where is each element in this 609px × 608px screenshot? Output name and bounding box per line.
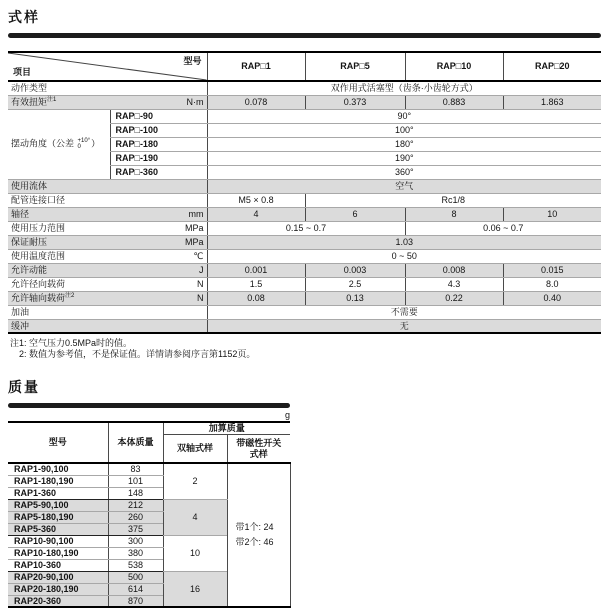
body-mass: 83 (108, 463, 163, 475)
row-value: 0.40 (503, 291, 601, 305)
unit-label: N (197, 292, 204, 303)
section-divider-bar (8, 33, 601, 38)
row-value: 6 (305, 207, 405, 221)
row-value: 2.5 (305, 277, 405, 291)
note-ref: 注2 (65, 292, 75, 299)
swing-model: RAP□-360 (110, 165, 207, 179)
unit-label: N·m (186, 96, 204, 107)
col-header-switch (227, 435, 290, 463)
row-value: 8.0 (503, 277, 601, 291)
row-label (8, 235, 207, 249)
spec-row-swing-90 (8, 109, 601, 123)
model-name: RAP5-360 (8, 523, 108, 535)
unit-label: ℃ (193, 250, 204, 261)
row-value: 0.373 (305, 95, 405, 109)
row-label (8, 249, 207, 263)
diagonal-line (8, 53, 207, 80)
row-label (8, 221, 207, 235)
mass-section (8, 377, 601, 608)
corner-label-model: 型号 (183, 56, 202, 66)
label-text: 使用温度范围 (11, 250, 66, 261)
swing-value: 90° (207, 109, 601, 123)
body-mass: 260 (108, 511, 163, 523)
added-mass-switch (227, 463, 290, 607)
model-header: RAP□5 (305, 52, 405, 81)
row-label (8, 95, 207, 109)
label-text: 轴径 (11, 208, 30, 219)
body-mass: 101 (108, 475, 163, 487)
row-label: 动作类型 (8, 81, 207, 95)
unit-label: MPa (184, 222, 204, 233)
row-value: 1.03 (207, 235, 601, 249)
row-value: 0.06 ~ 0.7 (405, 221, 601, 235)
spec-row-radial-load (8, 277, 601, 291)
row-value: 0.883 (405, 95, 503, 109)
row-value: 空气 (207, 179, 601, 193)
spec-row-fluid (8, 179, 601, 193)
spec-row-torque (8, 95, 601, 109)
row-value: M5 × 0.8 (207, 193, 305, 207)
row-value: 1.863 (503, 95, 601, 109)
model-name: RAP1-180,190 (8, 475, 108, 487)
section-divider-bar (8, 403, 290, 408)
model-name: RAP10-360 (8, 559, 108, 571)
body-mass: 500 (108, 571, 163, 583)
added-mass-double-shaft: 16 (163, 571, 227, 607)
unit-label: MPa (184, 236, 204, 247)
row-label (8, 207, 207, 221)
spec-row-port (8, 193, 601, 207)
unit-label: J (199, 264, 204, 275)
model-header: RAP□10 (405, 52, 503, 81)
label-text: 允许径向载荷 (11, 278, 66, 289)
model-name: RAP5-180,190 (8, 511, 108, 523)
switch-mass-line: 带1个: 24 (235, 522, 274, 532)
spec-table (8, 51, 601, 334)
model-header: RAP□1 (207, 52, 305, 81)
body-mass: 212 (108, 499, 163, 511)
row-value: 4.3 (405, 277, 503, 291)
swing-model: RAP□-100 (110, 123, 207, 137)
row-value: 0.22 (405, 291, 503, 305)
swing-value: 190° (207, 151, 601, 165)
spec-row-action-type (8, 81, 601, 95)
row-value: 0.015 (503, 263, 601, 277)
model-header: RAP□20 (503, 52, 601, 81)
swing-angle-label (8, 109, 110, 179)
spec-row-shaft (8, 207, 601, 221)
mass-unit-label: g (284, 410, 290, 420)
row-value: 0.08 (207, 291, 305, 305)
spec-row-lubrication (8, 305, 601, 319)
label-text: 摆动角度（公差 (11, 138, 77, 149)
tolerance-lower: 0 (77, 144, 81, 150)
added-mass-double-shaft: 10 (163, 535, 227, 571)
row-value: 双作用式活塞型（齿条·小齿轮方式） (207, 81, 601, 95)
spec-header-row (8, 52, 601, 81)
header-line: 式样 (249, 448, 268, 459)
model-name: RAP20-360 (8, 595, 108, 607)
unit-label: N (197, 278, 204, 289)
model-name: RAP5-90,100 (8, 499, 108, 511)
row-value: 1.5 (207, 277, 305, 291)
model-name: RAP1-90,100 (8, 463, 108, 475)
tolerance-upper: +10° (77, 138, 91, 144)
row-label: 加油 (8, 305, 207, 319)
spec-corner-cell (8, 52, 207, 81)
header-line: 带磁性开关 (236, 438, 282, 449)
label-text: 允许轴向载荷 (11, 292, 66, 303)
mass-section-title: 质量 (8, 379, 40, 395)
mass-header-row-1 (8, 422, 290, 435)
label-text: 允许动能 (11, 264, 48, 275)
row-value: 0 ~ 50 (207, 249, 601, 263)
row-label: 配管连接口径 (8, 193, 207, 207)
model-name: RAP20-90,100 (8, 571, 108, 583)
spec-row-kinetic-energy (8, 263, 601, 277)
model-name: RAP10-90,100 (8, 535, 108, 547)
body-mass: 148 (108, 487, 163, 499)
added-mass-double-shaft: 4 (163, 499, 227, 535)
label-text: 保证耐压 (11, 236, 48, 247)
row-value: 无 (207, 319, 601, 333)
note-line: 注1: 空气压力0.5MPa时的值。 (10, 338, 133, 348)
spec-row-temperature (8, 249, 601, 263)
swing-value: 100° (207, 123, 601, 137)
row-value: 0.15 ~ 0.7 (207, 221, 405, 235)
tolerance-stack (78, 138, 91, 150)
body-mass: 300 (108, 535, 163, 547)
body-mass: 870 (108, 595, 163, 607)
body-mass: 538 (108, 559, 163, 571)
spec-row-cushion (8, 319, 601, 333)
swing-value: 180° (207, 137, 601, 151)
row-label: 缓冲 (8, 319, 207, 333)
row-label (8, 291, 207, 305)
row-value: 0.003 (305, 263, 405, 277)
row-value: 不需要 (207, 305, 601, 319)
model-name: RAP1-360 (8, 487, 108, 499)
row-value: 0.008 (405, 263, 503, 277)
label-text: 使用压力范围 (11, 222, 66, 233)
row-value: 10 (503, 207, 601, 221)
mass-table (8, 421, 291, 608)
spec-section-title: 式样 (8, 9, 40, 25)
body-mass: 375 (108, 523, 163, 535)
col-header-body-mass: 本体质量 (108, 422, 163, 463)
model-name: RAP10-180,190 (8, 547, 108, 559)
note-line: 2: 数值为参考值，不是保证值。详情请参阅序言第1152页。 (19, 349, 256, 359)
model-name: RAP20-180,190 (8, 583, 108, 595)
note-ref: 注1 (47, 96, 57, 103)
added-mass-double-shaft: 2 (163, 463, 227, 499)
body-mass: 380 (108, 547, 163, 559)
row-value: 0.13 (305, 291, 405, 305)
spec-row-proof-pressure (8, 235, 601, 249)
col-header-model: 型号 (8, 422, 108, 463)
row-label (8, 263, 207, 277)
body-mass: 614 (108, 583, 163, 595)
row-value: 0.001 (207, 263, 305, 277)
switch-mass-line: 带2个: 46 (235, 537, 274, 547)
label-text: 有效扭矩 (11, 96, 48, 107)
spec-row-pressure (8, 221, 601, 235)
swing-value: 360° (207, 165, 601, 179)
col-header-double-shaft: 双轴式样 (163, 435, 227, 463)
swing-model: RAP□-190 (110, 151, 207, 165)
swing-model: RAP□-180 (110, 137, 207, 151)
corner-label-item: 项目 (13, 66, 32, 77)
spec-notes (10, 338, 601, 360)
row-value: 0.078 (207, 95, 305, 109)
row-label: 使用流体 (8, 179, 207, 193)
row-value: 4 (207, 207, 305, 221)
row-value: 8 (405, 207, 503, 221)
row-value: Rc1/8 (305, 193, 601, 207)
mass-row (8, 463, 290, 475)
swing-model: RAP□-90 (110, 109, 207, 123)
label-text: ） (91, 138, 101, 149)
row-label (8, 277, 207, 291)
spec-row-axial-load (8, 291, 601, 305)
unit-label: mm (188, 208, 204, 219)
col-header-added-mass: 加算质量 (163, 422, 290, 435)
